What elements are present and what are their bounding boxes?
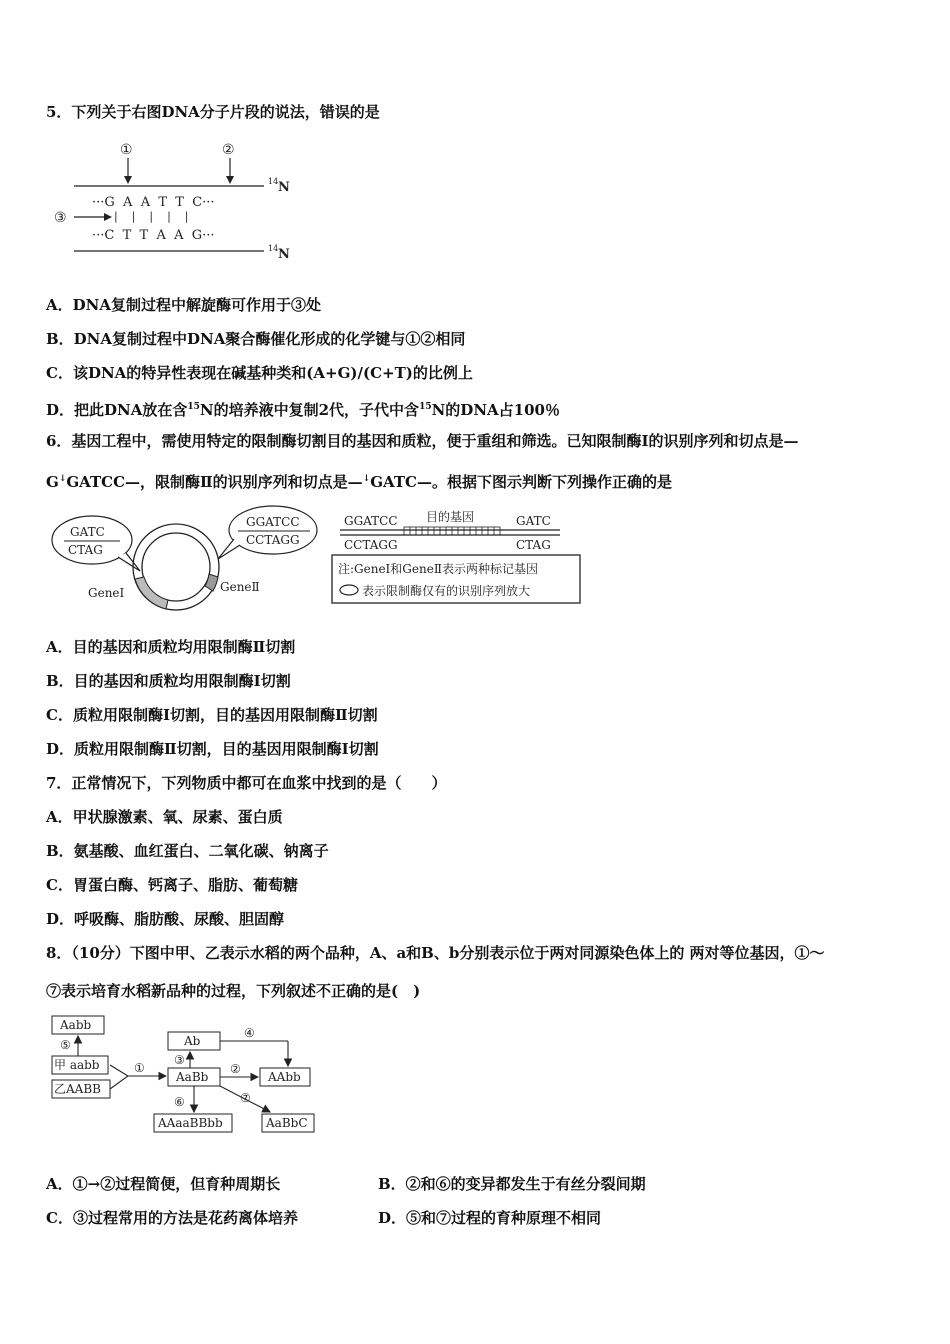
- box-jia: 甲 aabb: [54, 1058, 100, 1072]
- label-3: ③: [54, 210, 67, 226]
- q6-option-b: B．目的基因和质粒均用限制酶Ⅰ切割: [46, 672, 291, 690]
- q8-stem-line1: 8．（10分）下图中甲、乙表示水稻的两个品种，A、a和B、b分别表示位于两对同源染色体上的 两对等位基因，①～: [46, 944, 825, 962]
- gene2-label: GeneⅡ: [220, 580, 260, 594]
- q5-option-c: C．该DNA的特异性表现在碱基种类和(A+G)/(C+T)的比例上: [46, 364, 473, 382]
- seq-right-bottom: CTAG: [516, 538, 551, 552]
- q8-option-b: B．②和⑥的变异都发生于有丝分裂间期: [378, 1175, 646, 1193]
- q6-stem-line2: G↓GATCC—，限制酶Ⅱ的识别序列和切点是—↓GATC—。根据下图示判断下列操作正确的是: [46, 473, 672, 491]
- q7-option-b: B．氨基酸、血红蛋白、二氧化碳、钠离子: [46, 842, 329, 860]
- circle-2: ②: [230, 1062, 241, 1076]
- target-gene-label: 目的基因: [426, 510, 475, 524]
- bubble1-bottom: CTAG: [68, 543, 103, 557]
- bonds: | | | | |: [114, 210, 189, 223]
- q7-option-a: A．甲状腺激素、氧、尿素、蛋白质: [46, 808, 283, 826]
- n14-top-sup: 14: [268, 177, 279, 186]
- seq-left-bottom: CCTAGG: [344, 538, 398, 552]
- box-ab: Ab: [184, 1034, 201, 1048]
- circle-4: ④: [244, 1026, 255, 1040]
- q5-dna-figure: [52, 136, 302, 266]
- q5-option-d: D．把此DNA放在含$^{15}$N的培养液中复制2代，子代中含$^{15}$N的DNA占100％: [46, 401, 560, 419]
- label-2: ②: [222, 142, 235, 158]
- q7-option-d: D．呼吸酶、脂肪酸、尿酸、胆固醇: [46, 910, 285, 928]
- circle-6: ⑥: [174, 1095, 185, 1109]
- circle-7: ⑦: [240, 1091, 251, 1105]
- top-strand: ···G A A T T C···: [92, 195, 215, 210]
- box-aabb-top: Aabb: [60, 1018, 92, 1032]
- n14-bottom: N: [278, 247, 290, 262]
- gene1-label: GeneⅠ: [88, 586, 125, 600]
- circle-3: ③: [174, 1053, 185, 1067]
- q7-stem: 7．正常情况下，下列物质中都可在血浆中找到的是（ ）: [46, 774, 447, 792]
- n14-bottom-sup: 14: [268, 244, 279, 253]
- q6-option-d: D．质粒用限制酶Ⅱ切割，目的基因用限制酶Ⅰ切割: [46, 740, 379, 758]
- q8-breeding-figure: [48, 1012, 328, 1138]
- bubble1-top: GATC: [70, 525, 105, 539]
- q5-option-b: B．DNA复制过程中DNA聚合酶催化形成的化学键与①②相同: [46, 330, 466, 348]
- q6-option-c: C．质粒用限制酶Ⅰ切割，目的基因用限制酶Ⅱ切割: [46, 706, 378, 724]
- circle-5: ⑤: [60, 1038, 71, 1052]
- seq-right-top: GATC: [516, 514, 551, 528]
- n14-top: N: [278, 180, 290, 195]
- q6-plasmid-figure: [48, 505, 588, 617]
- q8-option-c: C．③过程常用的方法是花药离体培养: [46, 1209, 298, 1227]
- box-aaaabbbb: AAaaBBbb: [158, 1116, 223, 1130]
- seq-left-top: GGATCC: [344, 514, 398, 528]
- label-1: ①: [120, 142, 133, 158]
- q6-stem-line1: 6．基因工程中，需使用特定的限制酶切割目的基因和质粒，便于重组和筛选。已知限制酶Ⅰ的识别序列和切点是—: [46, 432, 799, 450]
- circle-1: ①: [134, 1061, 145, 1075]
- q5-option-a: A．DNA复制过程中解旋酶可作用于③处: [46, 296, 321, 314]
- q5-stem: 5．下列关于右图DNA分子片段的说法，错误的是: [46, 103, 380, 121]
- q6-option-a: A．目的基因和质粒均用限制酶Ⅱ切割: [46, 638, 296, 656]
- bubble2-top: GGATCC: [246, 515, 300, 529]
- bottom-strand: ···C T T A A G···: [92, 228, 215, 243]
- bubble2-bottom: CCTAGG: [246, 533, 300, 547]
- box-aabbc: AaBbC: [266, 1116, 308, 1130]
- q8-stem-line2: ⑦表示培育水稻新品种的过程，下列叙述不正确的是( ): [46, 982, 421, 1000]
- q8-option-a: A．①→②过程简便，但育种周期长: [46, 1175, 281, 1193]
- box-aabb-out: AAbb: [268, 1070, 301, 1084]
- q8-option-d: D．⑤和⑦过程的育种原理不相同: [378, 1209, 602, 1227]
- q7-option-c: C．胃蛋白酶、钙离子、脂肪、葡萄糖: [46, 876, 298, 894]
- box-aabb-mid: AaBb: [176, 1070, 209, 1084]
- box-yi: 乙AABB: [54, 1082, 101, 1096]
- note-line2: 表示限制酶仅有的识别序列放大: [362, 584, 531, 598]
- note-line1: 注:GeneⅠ和GeneⅡ表示两种标记基因: [338, 562, 538, 576]
